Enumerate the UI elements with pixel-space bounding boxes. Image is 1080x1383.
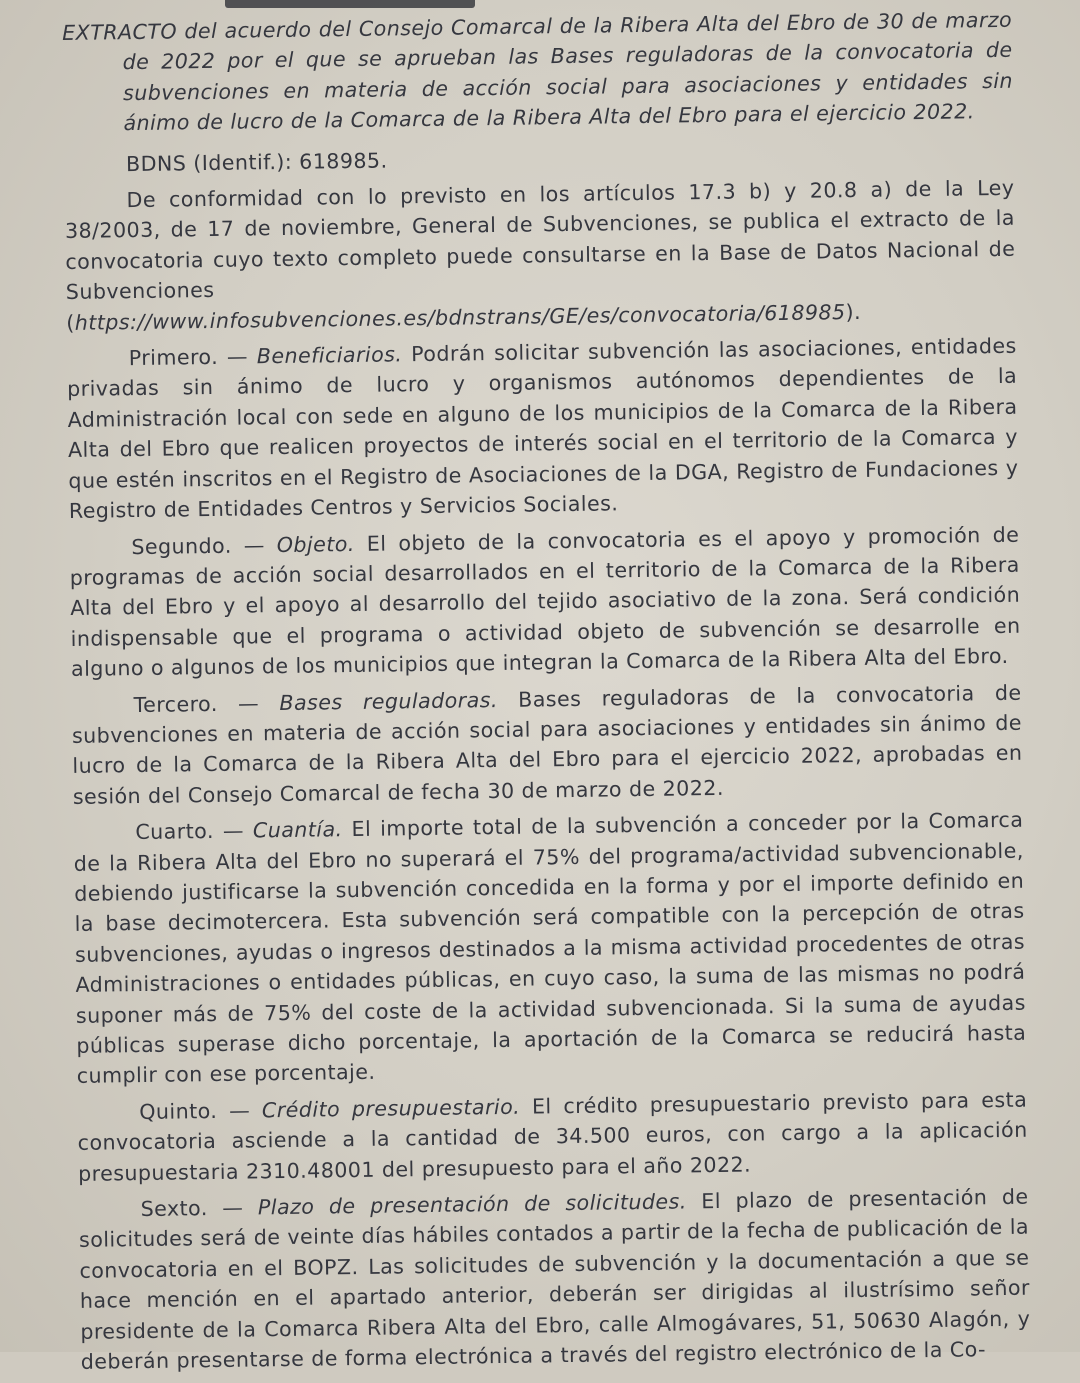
section-label: Cuarto. —: [135, 818, 254, 845]
section-text: El importe total de la subvención a conceder por la Comarca de la Ribera Alta del Ebro no superará el 75% del programa/actividad subvencionable, debiendo justificarse la subvención concedida en la forma y por el importe definido en la base decimotercera. Esta subvención será compatible con la percepción de otras subvenciones, ayudas o ingresos destinados a la misma actividad procedentes de otras Administraciones o entidades públicas, en cuyo caso, la suma de las mismas no podrá suponer más de 75% del coste de la actividad subvencionada. Si la suma de ayudas públicas superase dicho porcentaje, la aportación de la Comarca se reducirá hasta cumplir con ese porcentaje.: [73, 807, 1027, 1089]
intro-close: ).: [845, 299, 862, 324]
section-heading: Bases reguladoras.: [279, 687, 499, 715]
intro-paragraph: [64, 173, 1016, 338]
section-sexto: [78, 1182, 1030, 1378]
section-segundo: [69, 519, 1021, 684]
section-label: Sexto. —: [140, 1195, 259, 1222]
section-label: Quinto. —: [139, 1098, 263, 1124]
section-text: Bases reguladoras de la convocatoria de subvenciones en materia de acción social para asociaciones y entidades sin ánimo de lucro de la Comarca de la Ribera Alta del Ebro para el ejercicio 2022, aprobadas en sesión del Consejo Comarcal de fecha 30 de marzo de 2022.: [71, 680, 1023, 809]
section-heading: Objeto.: [276, 531, 355, 557]
extracto-paragraph: [62, 5, 1014, 140]
bdns-identifier: BDNS (Identif.): 618985.: [125, 148, 388, 176]
section-heading: Cuantía.: [252, 817, 343, 843]
section-primero: [67, 331, 1019, 527]
section-quinto: [77, 1084, 1028, 1188]
document-body: [62, 5, 1031, 1383]
section-label: Tercero. —: [133, 690, 280, 717]
section-text: El crédito presupuestario previsto para esta convocatoria asciende a la cantidad de 34.500 euros, con cargo a la aplicación presupuestaria 2310.48001 del presupuesto para el año 2022.: [77, 1087, 1028, 1186]
section-text: El plazo de presentación de solicitudes será de veinte días hábiles contados a partir de la fecha de publicación de la convocatoria en el BOPZ. Las solicitudes de subvención y la documentación a que se hace mención en el apartado anterior, deberán ser dirigidas al ilustrísimo señor presidente de la Comarca Ribera Alta del Ebro, calle Almogávares, 51, 50630 Alagón, y deberán presentarse de forma electrónica a través del registro electrónico de la Co-: [78, 1184, 1031, 1374]
section-label: Primero. —: [128, 344, 257, 371]
section-heading: Beneficiarios.: [256, 342, 403, 369]
section-text: Podrán solicitar subvención las asociaciones, entidades privadas sin ánimo de lucro y organismos autónomos dependientes de la Administración local con sede en alguno de los municipios de la Comarca de la Ribera Alta del Ebro que realicen proyectos de interés social en el territorio de la Comarca y que estén inscritos en el Registro de Asociaciones de la DGA, Registro de Fundaciones y Registro de Entidades Centros y Servicios Sociales.: [67, 333, 1019, 524]
bdns-url: https://www.infosubvenciones.es/bdnstrans/GE/es/convocatoria/618985: [74, 299, 846, 335]
cut-off-heading: [225, 0, 475, 8]
section-heading: Plazo de presentación de solicitudes.: [257, 1189, 687, 1220]
section-label: Segundo. —: [131, 532, 277, 559]
section-cuarto: [73, 805, 1027, 1092]
section-tercero: [71, 677, 1023, 812]
section-heading: Crédito presupuestario.: [261, 1094, 521, 1123]
extracto-lead: EXTRACTO: [62, 19, 178, 45]
section-text: El objeto de la convocatoria es el apoyo y promoción de programas de acción social desarrollados en el territorio de la Comarca de la Ribera Alta del Ebro y el apoyo al desarrollo del tejido asociativo de la zona. Será condición indispensable que el programa o actividad objeto de subvención se desarrolle en alguno o algunos de los municipios que integran la Comarca de la Ribera Alta del Ebro.: [69, 522, 1021, 682]
extracto-text: del acuerdo del Consejo Comarcal de la Ribera Alta del Ebro de 30 de marzo de 2022 por el que se aprueban las Bases reguladoras de la convocatoria de subvenciones en materia de acción social para asociaciones y entidades sin ánimo de lucro de la Comarca de la Ribera Alta del Ebro para el ejercicio 2022.: [122, 7, 1014, 136]
intro-text: De conformidad con lo previsto en los artículos 17.3 b) y 20.8 a) de la Ley 38/2003, de 17 de noviembre, General de Subvenciones, se publica el extracto de la convocatoria cuyo texto completo puede consultarse en la Base de Datos Nacional de Subvenciones (: [64, 175, 1016, 335]
